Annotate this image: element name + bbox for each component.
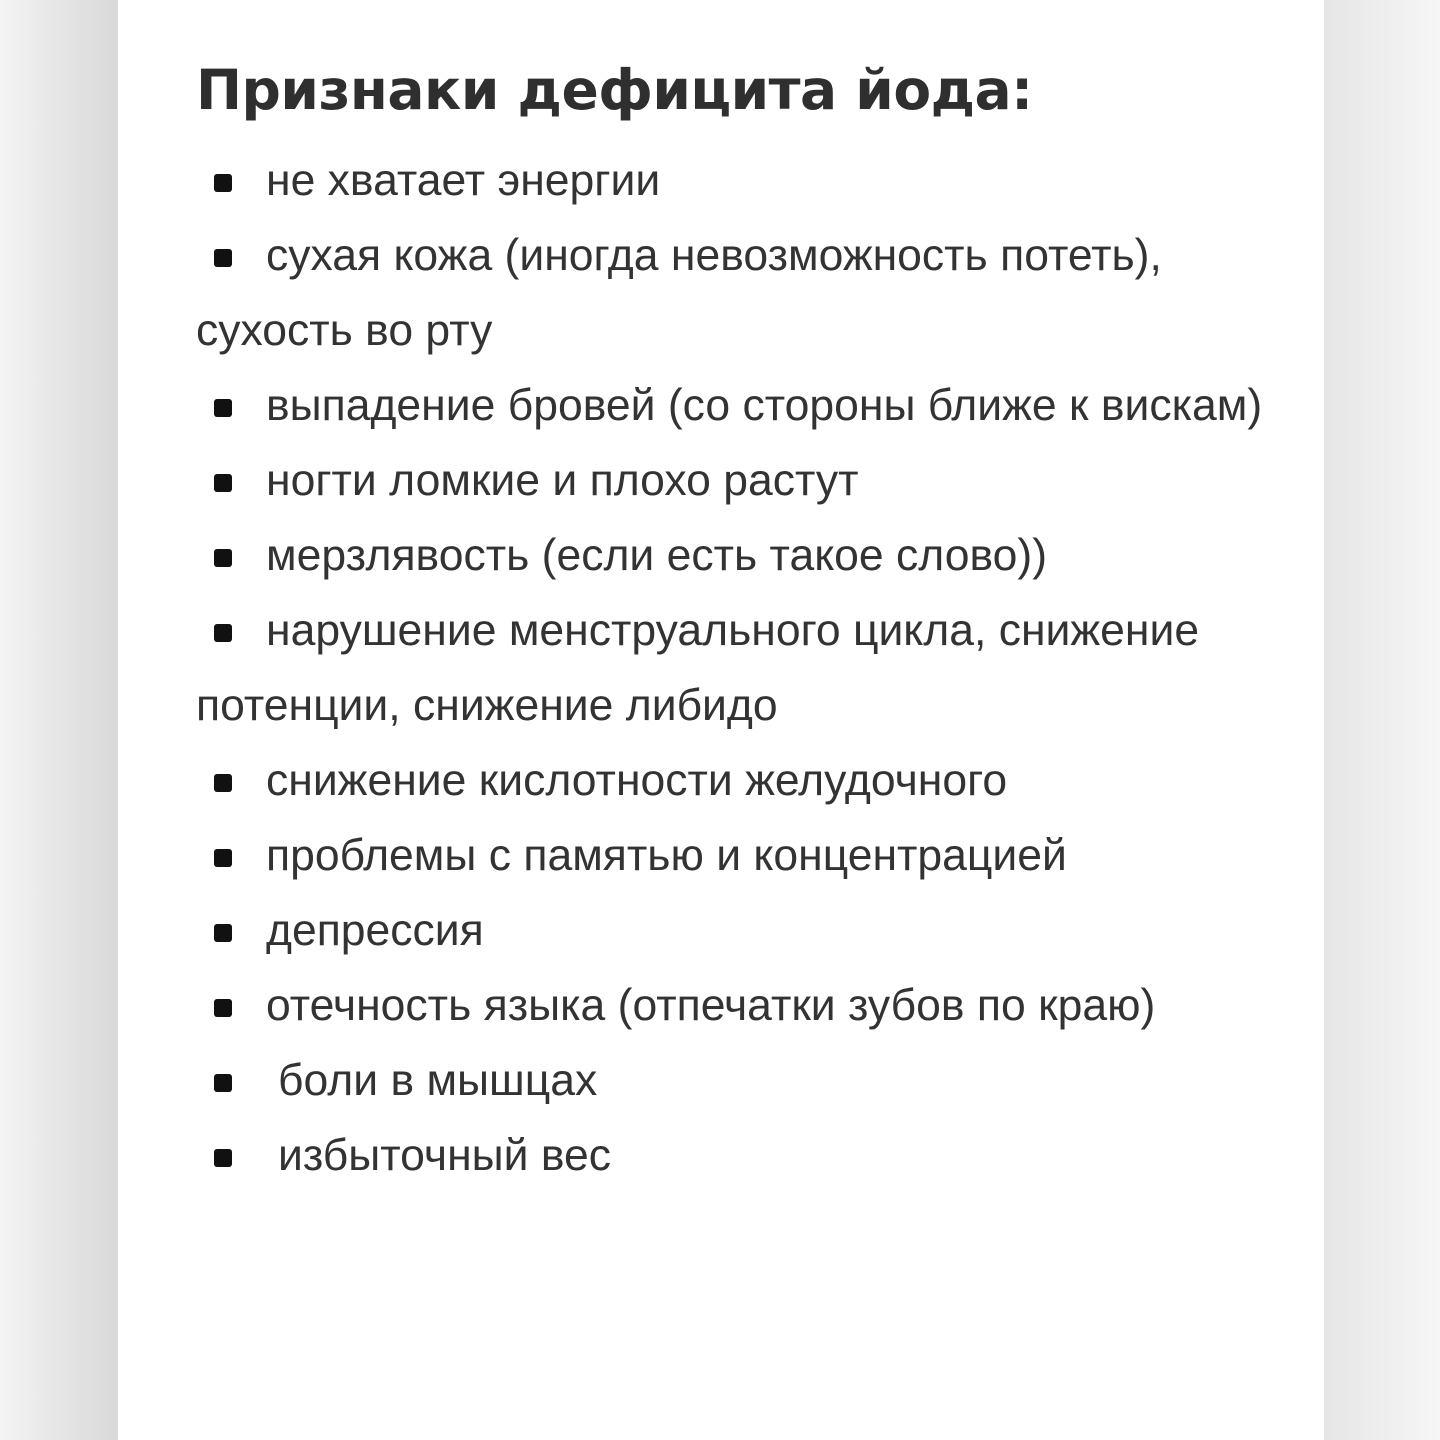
black-square-icon [214, 999, 232, 1017]
black-square-icon [214, 624, 232, 642]
black-square-icon [214, 399, 232, 417]
list-item-text: депрессия [266, 906, 484, 955]
list-item [196, 893, 1306, 968]
black-square-icon [214, 249, 232, 267]
list-item [196, 968, 1306, 1043]
black-square-icon [214, 174, 232, 192]
list-item [196, 368, 1306, 443]
list-item-text: ногти ломкие и плохо растут [266, 456, 859, 505]
black-square-icon [214, 474, 232, 492]
list-item [196, 818, 1306, 893]
black-square-icon [214, 774, 232, 792]
black-square-icon [214, 849, 232, 867]
list-item-text: мерзлявость (если есть такое слово)) [266, 531, 1048, 580]
list-item [196, 443, 1306, 518]
black-square-icon [214, 924, 232, 942]
list-item-text: не хватает энергии [266, 156, 661, 205]
list-item-text: боли в мышцах [278, 1056, 598, 1105]
page-title: Признаки дефицита йода: [196, 58, 1033, 122]
list-item-text: снижение кислотности желудочного [266, 756, 1008, 805]
list-item-text: избыточный вес [278, 1131, 611, 1180]
list-item [196, 1043, 1306, 1118]
black-square-icon [214, 549, 232, 567]
black-square-icon [214, 1149, 232, 1167]
list-item [196, 743, 1306, 818]
list-item [196, 1118, 1306, 1193]
list-item [196, 518, 1306, 593]
list-item [196, 143, 1306, 218]
list-item-text: нарушение менструального цикла, снижение потенции, снижение либидо [196, 606, 1200, 730]
list-item-text: сухая кожа (иногда невозможность потеть), сухость во рту [196, 231, 1162, 355]
right-edge-shadow [1322, 0, 1440, 1440]
symptom-list [196, 143, 1306, 1193]
list-item-text: отечность языка (отпечатки зубов по краю) [266, 981, 1156, 1030]
list-item [196, 593, 1306, 743]
list-item [196, 218, 1306, 368]
document-page [118, 0, 1324, 1440]
list-item-text: выпадение бровей (со стороны ближе к вискам) [266, 381, 1263, 430]
list-item-text: проблемы с памятью и концентрацией [266, 831, 1067, 880]
black-square-icon [214, 1074, 232, 1092]
left-edge-shadow [0, 0, 118, 1440]
